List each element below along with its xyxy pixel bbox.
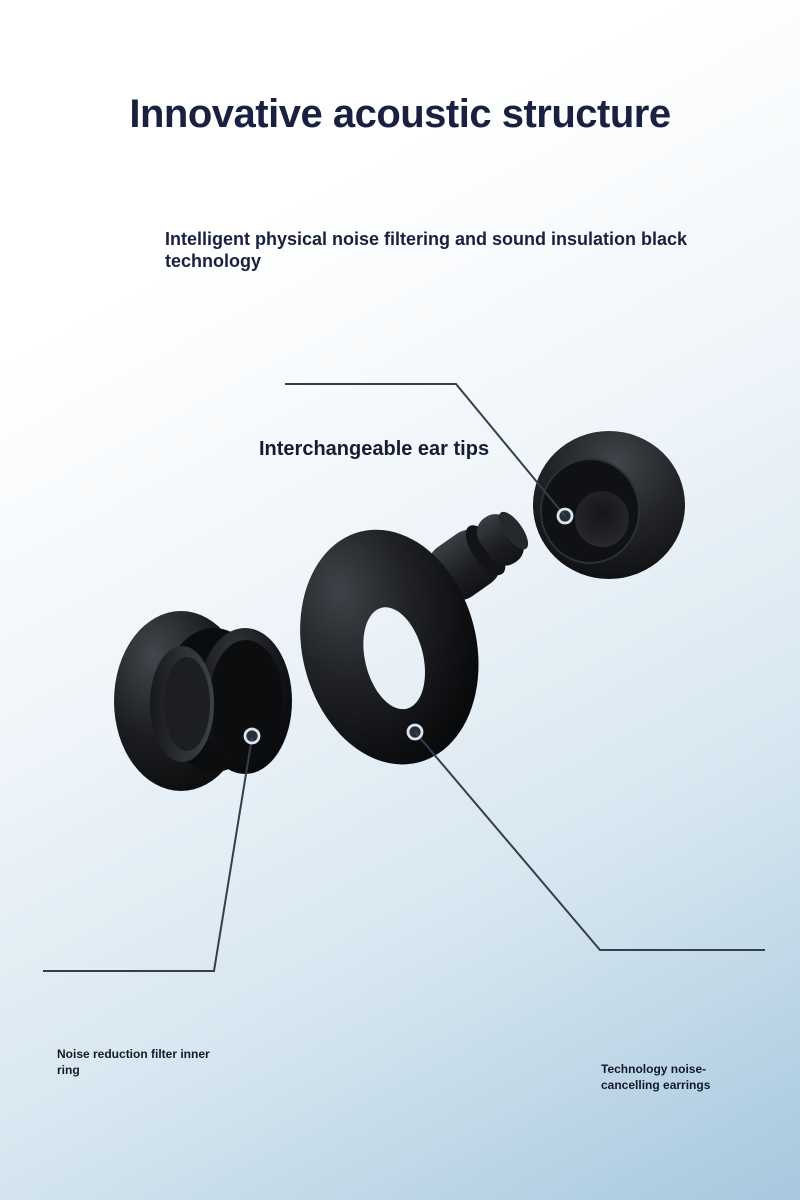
- marker-dot-filter-ring: [245, 729, 259, 743]
- leader-line-earrings: [415, 732, 765, 950]
- marker-dot-ear-tip: [558, 509, 572, 523]
- loop-earplug-illustration: [276, 501, 538, 784]
- callout-ear-tips-label: Interchangeable ear tips: [259, 437, 490, 460]
- page-subtitle: Intelligent physical noise filtering and sound insulation black technology: [165, 229, 688, 271]
- callout-filter-ring-label: Noise reduction filter inner ring: [57, 1046, 210, 1078]
- marker-dot-earplug-body: [408, 725, 422, 739]
- callout-earrings-label: Technology noise-cancelling earrings: [601, 1062, 711, 1093]
- page-title: Innovative acoustic structure: [129, 92, 671, 136]
- noise-filter-ring-illustration: [114, 611, 292, 791]
